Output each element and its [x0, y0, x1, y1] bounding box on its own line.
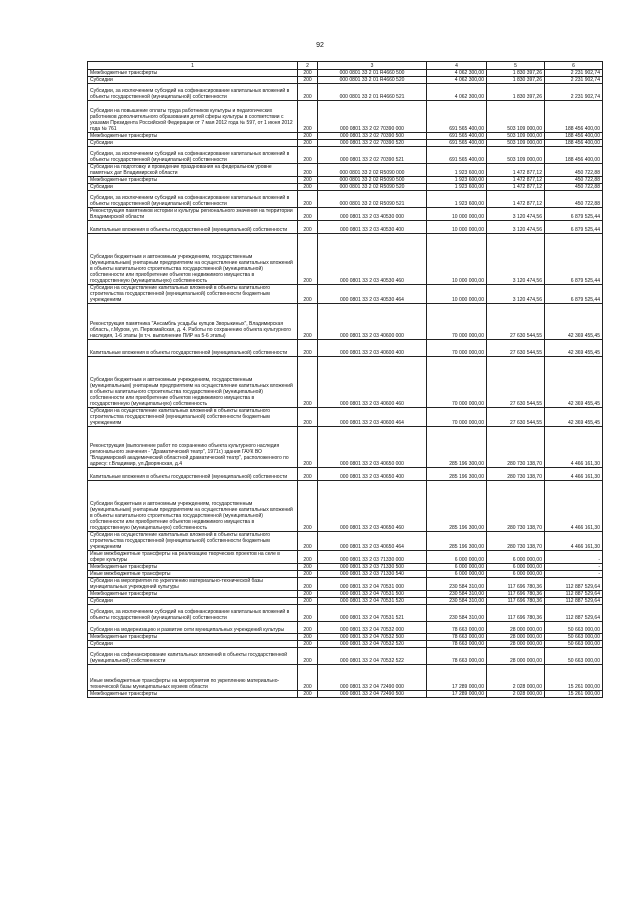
row-line-code: 200: [298, 177, 318, 184]
table-row: [88, 591, 603, 598]
row-unexecuted-amount: -: [545, 564, 603, 571]
row-name: Субсидии бюджетным и автономным учреждениям, государственным (муниципальным) унитарным предприятиям на осуществление капитальных вложений в объекты капитального строительства государственной (муниципальной) собственности или приобретение объектов недвижимого имущества в государственную (муниципальную) собственность: [88, 481, 298, 532]
row-unexecuted-amount: 15 261 000,00: [545, 665, 603, 691]
row-executed-amount: 1 830 397,26: [487, 70, 545, 77]
row-approved-amount: 10 000 000,00: [427, 221, 487, 234]
row-name: Межбюджетные трансферты: [88, 177, 298, 184]
row-name: Межбюджетные трансферты: [88, 591, 298, 598]
column-header: 4: [427, 62, 487, 70]
row-unexecuted-amount: 188 456 400,00: [545, 101, 603, 133]
row-executed-amount: 1 830 397,26: [487, 77, 545, 84]
table-row: [88, 481, 603, 532]
row-budget-code: 000 0801 33 2 03 40600 000: [318, 304, 427, 340]
row-approved-amount: 4 062 300,00: [427, 70, 487, 77]
row-unexecuted-amount: 6 879 525,44: [545, 234, 603, 285]
row-approved-amount: 230 584 310,00: [427, 578, 487, 591]
row-unexecuted-amount: 6 879 525,44: [545, 208, 603, 221]
table-row: [88, 634, 603, 641]
row-line-code: 200: [298, 532, 318, 551]
row-approved-amount: 78 663 000,00: [427, 648, 487, 665]
row-budget-code: 000 0801 33 2 02 R5090 000: [318, 164, 427, 177]
row-line-code: 200: [298, 598, 318, 605]
row-executed-amount: 28 000 000,00: [487, 634, 545, 641]
row-approved-amount: 285 196 300,00: [427, 427, 487, 468]
row-line-code: 200: [298, 605, 318, 622]
row-approved-amount: 78 663 000,00: [427, 634, 487, 641]
column-header: 5: [487, 62, 545, 70]
row-executed-amount: 280 730 138,70: [487, 481, 545, 532]
column-header: 2: [298, 62, 318, 70]
row-approved-amount: 10 000 000,00: [427, 234, 487, 285]
row-name: Субсидии на модернизацию и развитие сети муниципальных учреждений культуры: [88, 622, 298, 634]
row-budget-code: 000 0801 33 2 04 72490 500: [318, 691, 427, 698]
row-line-code: 200: [298, 304, 318, 340]
row-line-code: 200: [298, 208, 318, 221]
row-name: Иные межбюджетные трансферты на мероприятия по укреплению материально-технической базы муниципальных музеев области: [88, 665, 298, 691]
row-budget-code: 000 0801 33 2 01 R4660 521: [318, 84, 427, 101]
row-approved-amount: 70 000 000,00: [427, 408, 487, 427]
row-unexecuted-amount: 6 879 525,44: [545, 285, 603, 304]
table-row: [88, 147, 603, 164]
row-executed-amount: 280 730 138,70: [487, 468, 545, 481]
row-line-code: 200: [298, 70, 318, 77]
row-unexecuted-amount: 112 887 529,64: [545, 578, 603, 591]
row-name: Межбюджетные трансферты: [88, 70, 298, 77]
column-header: 1: [88, 62, 298, 70]
row-approved-amount: 4 062 300,00: [427, 77, 487, 84]
row-budget-code: 000 0801 33 2 02 70390 520: [318, 140, 427, 147]
row-name: Субсидии на софинансирование капитальных вложений в объекты государственной (муниципальной) собственности: [88, 648, 298, 665]
table-header-row: [88, 62, 603, 70]
row-name: Субсидии, за исключением субсидий на софинансирование капитальных вложений в объекты государственной (муниципальной) собственности: [88, 84, 298, 101]
row-budget-code: 000 0801 33 2 04 70531 500: [318, 591, 427, 598]
row-line-code: 200: [298, 578, 318, 591]
row-line-code: 200: [298, 234, 318, 285]
row-approved-amount: 10 000 000,00: [427, 208, 487, 221]
row-budget-code: 000 0801 33 2 03 71330 000: [318, 551, 427, 564]
row-name: Иные межбюджетные трансферты: [88, 571, 298, 578]
row-unexecuted-amount: 50 663 000,00: [545, 648, 603, 665]
table-row: [88, 357, 603, 408]
table-row: [88, 427, 603, 468]
row-name: Межбюджетные трансферты: [88, 691, 298, 698]
row-approved-amount: 285 196 300,00: [427, 532, 487, 551]
row-budget-code: 000 0801 33 2 01 R4660 500: [318, 70, 427, 77]
row-name: Реконструкция памятников истории и культуры регионального значения на территории Владимирской области: [88, 208, 298, 221]
table-row: [88, 340, 603, 357]
row-unexecuted-amount: -: [545, 571, 603, 578]
row-line-code: 200: [298, 164, 318, 177]
row-unexecuted-amount: 4 466 161,30: [545, 481, 603, 532]
row-approved-amount: 70 000 000,00: [427, 304, 487, 340]
budget-execution-table: [87, 61, 603, 698]
row-unexecuted-amount: 6 879 525,44: [545, 221, 603, 234]
row-approved-amount: 17 289 000,00: [427, 691, 487, 698]
table-row: [88, 184, 603, 191]
row-budget-code: 000 0801 33 2 03 40530 000: [318, 208, 427, 221]
row-budget-code: 000 0801 33 2 04 70532 000: [318, 622, 427, 634]
row-unexecuted-amount: 112 887 529,64: [545, 598, 603, 605]
row-unexecuted-amount: 2 231 902,74: [545, 84, 603, 101]
row-approved-amount: 230 584 310,00: [427, 591, 487, 598]
table-row: [88, 641, 603, 648]
row-name: Субсидии на мероприятия по укреплению материально-технической базы муниципальных учреждений культуры: [88, 578, 298, 591]
row-budget-code: 000 0801 33 2 03 40600 460: [318, 357, 427, 408]
row-executed-amount: 503 109 000,00: [487, 101, 545, 133]
row-name: Субсидии, за исключением субсидий на софинансирование капитальных вложений в объекты государственной (муниципальной) собственности: [88, 191, 298, 208]
row-unexecuted-amount: 42 369 455,45: [545, 408, 603, 427]
row-budget-code: 000 0801 33 2 02 70390 500: [318, 133, 427, 140]
row-line-code: 200: [298, 147, 318, 164]
row-name: Капитальные вложения в объекты государственной (муниципальной) собственности: [88, 340, 298, 357]
row-executed-amount: 503 109 000,00: [487, 133, 545, 140]
table-row: [88, 234, 603, 285]
row-name: Капитальные вложения в объекты государственной (муниципальной) собственности: [88, 468, 298, 481]
row-budget-code: 000 0801 33 2 04 70532 500: [318, 634, 427, 641]
table-row: [88, 564, 603, 571]
page-number: 92: [316, 42, 324, 49]
row-budget-code: 000 0801 33 2 03 40650 400: [318, 468, 427, 481]
row-unexecuted-amount: 50 663 000,00: [545, 641, 603, 648]
row-approved-amount: 17 289 000,00: [427, 665, 487, 691]
row-executed-amount: 2 028 000,00: [487, 691, 545, 698]
row-budget-code: 000 0801 33 2 02 R5090 520: [318, 184, 427, 191]
row-line-code: 200: [298, 622, 318, 634]
row-unexecuted-amount: 188 456 400,00: [545, 147, 603, 164]
table-row: [88, 84, 603, 101]
row-executed-amount: 27 630 544,55: [487, 357, 545, 408]
row-approved-amount: 10 000 000,00: [427, 285, 487, 304]
row-unexecuted-amount: 2 231 902,74: [545, 77, 603, 84]
row-executed-amount: 6 000 000,00: [487, 564, 545, 571]
row-unexecuted-amount: 188 456 400,00: [545, 133, 603, 140]
row-line-code: 200: [298, 427, 318, 468]
row-executed-amount: 1 472 877,12: [487, 164, 545, 177]
row-unexecuted-amount: 450 722,88: [545, 164, 603, 177]
row-name: Субсидии на подготовку и проведение празднования на федеральном уровне памятных дат Владимирской области: [88, 164, 298, 177]
row-approved-amount: 1 923 600,00: [427, 184, 487, 191]
row-line-code: 200: [298, 591, 318, 598]
row-unexecuted-amount: 4 466 161,30: [545, 468, 603, 481]
row-name: Капитальные вложения в объекты государственной (муниципальной) собственности: [88, 221, 298, 234]
row-approved-amount: 6 000 000,00: [427, 571, 487, 578]
row-name: Субсидии на повышение оплаты труда работников культуры и педагогических работников дополнительного образования детей сферы культуры в соответствии с указами Президента Российской Федерации от 7 мая 2012 года № 597, от 1 июня 2012 года № 761: [88, 101, 298, 133]
row-line-code: 200: [298, 665, 318, 691]
row-line-code: 200: [298, 571, 318, 578]
table-row: [88, 691, 603, 698]
row-executed-amount: 1 472 877,12: [487, 191, 545, 208]
table-row: [88, 164, 603, 177]
row-name: Реконструкция (выполнение работ по сохранению объекта культурного наследия регионального значения - "Драматический театр", 1971г.) здания ГАУК ВО "Владимирский академический областной драматический театр", расположенного по адресу: г.Владимир, ул.Дворянская, д.4: [88, 427, 298, 468]
table-row: [88, 208, 603, 221]
row-executed-amount: 503 109 000,00: [487, 140, 545, 147]
row-line-code: 200: [298, 84, 318, 101]
row-line-code: 200: [298, 101, 318, 133]
row-line-code: 200: [298, 140, 318, 147]
row-unexecuted-amount: 50 663 000,00: [545, 622, 603, 634]
row-executed-amount: 27 630 544,55: [487, 304, 545, 340]
row-approved-amount: 6 000 000,00: [427, 564, 487, 571]
row-approved-amount: 691 565 400,00: [427, 147, 487, 164]
row-name: Субсидии на осуществление капитальных вложений в объекты капитального строительства государственной (муниципальной) собственности бюджетным учреждениям: [88, 408, 298, 427]
table-row: [88, 70, 603, 77]
row-executed-amount: 27 630 544,55: [487, 408, 545, 427]
row-line-code: 200: [298, 551, 318, 564]
row-unexecuted-amount: 42 369 455,45: [545, 304, 603, 340]
row-approved-amount: 285 196 300,00: [427, 481, 487, 532]
row-budget-code: 000 0801 33 2 03 71330 540: [318, 571, 427, 578]
row-name: Субсидии: [88, 641, 298, 648]
table-row: [88, 140, 603, 147]
row-budget-code: 000 0801 33 2 03 40600 400: [318, 340, 427, 357]
row-approved-amount: 4 062 300,00: [427, 84, 487, 101]
row-line-code: 200: [298, 357, 318, 408]
row-name: Субсидии: [88, 77, 298, 84]
row-unexecuted-amount: 112 887 529,64: [545, 605, 603, 622]
row-name: Межбюджетные трансферты: [88, 133, 298, 140]
row-unexecuted-amount: 450 722,88: [545, 191, 603, 208]
row-line-code: 200: [298, 648, 318, 665]
row-unexecuted-amount: -: [545, 551, 603, 564]
table-row: [88, 77, 603, 84]
row-line-code: 200: [298, 133, 318, 140]
row-unexecuted-amount: 2 231 902,74: [545, 70, 603, 77]
row-name: Межбюджетные трансферты: [88, 564, 298, 571]
row-line-code: 200: [298, 564, 318, 571]
row-unexecuted-amount: 4 466 161,30: [545, 532, 603, 551]
row-name: Межбюджетные трансферты: [88, 634, 298, 641]
table-row: [88, 191, 603, 208]
row-approved-amount: 691 565 400,00: [427, 133, 487, 140]
row-budget-code: 000 0801 33 2 04 70531 520: [318, 598, 427, 605]
row-executed-amount: 1 830 397,26: [487, 84, 545, 101]
row-name: Субсидии, за исключением субсидий на софинансирование капитальных вложений в объекты государственной (муниципальной) собственности: [88, 605, 298, 622]
row-unexecuted-amount: 50 663 000,00: [545, 634, 603, 641]
row-line-code: 200: [298, 221, 318, 234]
row-approved-amount: 6 000 000,00: [427, 551, 487, 564]
row-line-code: 200: [298, 641, 318, 648]
row-executed-amount: 1 472 877,12: [487, 184, 545, 191]
row-budget-code: 000 0801 33 2 03 40530 460: [318, 234, 427, 285]
table-row: [88, 468, 603, 481]
column-header: 3: [318, 62, 427, 70]
table-row: [88, 408, 603, 427]
row-budget-code: 000 0801 33 2 04 70531 521: [318, 605, 427, 622]
row-executed-amount: 3 120 474,56: [487, 221, 545, 234]
row-budget-code: 000 0801 33 2 03 40650 460: [318, 481, 427, 532]
row-approved-amount: 230 584 310,00: [427, 605, 487, 622]
table-row: [88, 665, 603, 691]
row-line-code: 200: [298, 340, 318, 357]
row-line-code: 200: [298, 285, 318, 304]
row-budget-code: 000 0801 33 2 02 70390 000: [318, 101, 427, 133]
table-row: [88, 101, 603, 133]
row-line-code: 200: [298, 77, 318, 84]
row-line-code: 200: [298, 184, 318, 191]
row-budget-code: 000 0801 33 2 03 40650 464: [318, 532, 427, 551]
row-budget-code: 000 0801 33 2 04 70531 000: [318, 578, 427, 591]
table-row: [88, 605, 603, 622]
row-approved-amount: 691 565 400,00: [427, 101, 487, 133]
row-budget-code: 000 0801 33 2 01 R4660 520: [318, 77, 427, 84]
row-executed-amount: 117 696 780,36: [487, 578, 545, 591]
row-executed-amount: 117 696 780,36: [487, 605, 545, 622]
row-name: Субсидии бюджетным и автономным учреждениям, государственным (муниципальным) унитарным предприятиям на осуществление капитальных вложений в объекты капитального строительства государственной (муниципальной) собственности или приобретение объектов недвижимого имущества в государственную (муниципальную) собственность: [88, 357, 298, 408]
row-unexecuted-amount: 450 722,88: [545, 177, 603, 184]
row-name: Субсидии: [88, 184, 298, 191]
row-budget-code: 000 0801 33 2 02 70390 521: [318, 147, 427, 164]
row-name: Субсидии бюджетным и автономным учреждениям, государственным (муниципальным) унитарным предприятиям на осуществление капитальных вложений в объекты капитального строительства государственной (муниципальной) собственности или приобретение объектов недвижимого имущества в государственную (муниципальную) собственность: [88, 234, 298, 285]
table-row: [88, 304, 603, 340]
row-approved-amount: 1 923 600,00: [427, 164, 487, 177]
row-executed-amount: 117 696 780,36: [487, 591, 545, 598]
row-name: Иные межбюджетные трансферты на реализацию творческих проектов на селе в сфере культуры: [88, 551, 298, 564]
table-row: [88, 285, 603, 304]
row-budget-code: 000 0801 33 2 03 40530 400: [318, 221, 427, 234]
row-executed-amount: 117 696 780,36: [487, 598, 545, 605]
row-executed-amount: 28 000 000,00: [487, 648, 545, 665]
row-budget-code: 000 0801 33 2 04 70532 520: [318, 641, 427, 648]
row-approved-amount: 78 663 000,00: [427, 622, 487, 634]
row-executed-amount: 280 730 138,70: [487, 427, 545, 468]
row-budget-code: 000 0801 33 2 03 40600 464: [318, 408, 427, 427]
row-executed-amount: 280 730 138,70: [487, 532, 545, 551]
row-line-code: 200: [298, 691, 318, 698]
row-unexecuted-amount: 4 466 161,30: [545, 427, 603, 468]
row-unexecuted-amount: 112 887 529,64: [545, 591, 603, 598]
row-executed-amount: 27 630 544,55: [487, 340, 545, 357]
row-budget-code: 000 0801 33 2 04 70532 522: [318, 648, 427, 665]
row-executed-amount: 3 120 474,56: [487, 285, 545, 304]
row-executed-amount: 1 472 877,12: [487, 177, 545, 184]
row-executed-amount: 6 000 000,00: [487, 551, 545, 564]
row-executed-amount: 2 028 000,00: [487, 665, 545, 691]
table-row: [88, 648, 603, 665]
row-executed-amount: 28 000 000,00: [487, 622, 545, 634]
table-row: [88, 221, 603, 234]
row-name: Субсидии: [88, 598, 298, 605]
row-unexecuted-amount: 450 722,88: [545, 184, 603, 191]
row-line-code: 200: [298, 481, 318, 532]
row-approved-amount: 78 663 000,00: [427, 641, 487, 648]
row-budget-code: 000 0801 33 2 02 R5090 500: [318, 177, 427, 184]
table-row: [88, 598, 603, 605]
row-unexecuted-amount: 188 456 400,00: [545, 140, 603, 147]
row-name: Субсидии на осуществление капитальных вложений в объекты капитального строительства государственной (муниципальной) собственности бюджетным учреждениям: [88, 532, 298, 551]
table-row: [88, 532, 603, 551]
table-row: [88, 622, 603, 634]
row-approved-amount: 691 565 400,00: [427, 140, 487, 147]
row-executed-amount: 6 000 000,00: [487, 571, 545, 578]
column-header: 6: [545, 62, 603, 70]
row-executed-amount: 3 120 474,56: [487, 234, 545, 285]
row-budget-code: 000 0801 33 2 03 71330 500: [318, 564, 427, 571]
table-row: [88, 551, 603, 564]
row-executed-amount: 28 000 000,00: [487, 641, 545, 648]
row-name: Субсидии: [88, 140, 298, 147]
row-budget-code: 000 0801 33 2 02 R5090 521: [318, 191, 427, 208]
row-approved-amount: 70 000 000,00: [427, 357, 487, 408]
row-name: Реконструкция памятника "Ансамбль усадьбы купцов Зворыкиных", Владимирская область, г.Муром, ул. Первомайская, д. 4. Работы по сохранению объекта культурного наследия, 1-6 этапы (в т.ч. выполнение ПИР на 5-6 этапы): [88, 304, 298, 340]
row-executed-amount: 503 109 000,00: [487, 147, 545, 164]
row-unexecuted-amount: 42 369 455,45: [545, 340, 603, 357]
row-executed-amount: 3 120 474,56: [487, 208, 545, 221]
row-approved-amount: 230 584 310,00: [427, 598, 487, 605]
row-approved-amount: 1 923 600,00: [427, 191, 487, 208]
row-budget-code: 000 0801 33 2 04 72490 000: [318, 665, 427, 691]
row-name: Субсидии на осуществление капитальных вложений в объекты капитального строительства государственной (муниципальной) собственности бюджетным учреждениям: [88, 285, 298, 304]
table-row: [88, 133, 603, 140]
row-line-code: 200: [298, 634, 318, 641]
row-line-code: 200: [298, 408, 318, 427]
row-approved-amount: 285 196 300,00: [427, 468, 487, 481]
row-line-code: 200: [298, 191, 318, 208]
table-row: [88, 578, 603, 591]
row-name: Субсидии, за исключением субсидий на софинансирование капитальных вложений в объекты государственной (муниципальной) собственности: [88, 147, 298, 164]
row-unexecuted-amount: 42 369 455,45: [545, 357, 603, 408]
table-row: [88, 571, 603, 578]
row-unexecuted-amount: 15 261 000,00: [545, 691, 603, 698]
row-approved-amount: 70 000 000,00: [427, 340, 487, 357]
table-row: [88, 177, 603, 184]
row-budget-code: 000 0801 33 2 03 40530 464: [318, 285, 427, 304]
row-budget-code: 000 0801 33 2 03 40650 000: [318, 427, 427, 468]
row-approved-amount: 1 923 600,00: [427, 177, 487, 184]
row-line-code: 200: [298, 468, 318, 481]
